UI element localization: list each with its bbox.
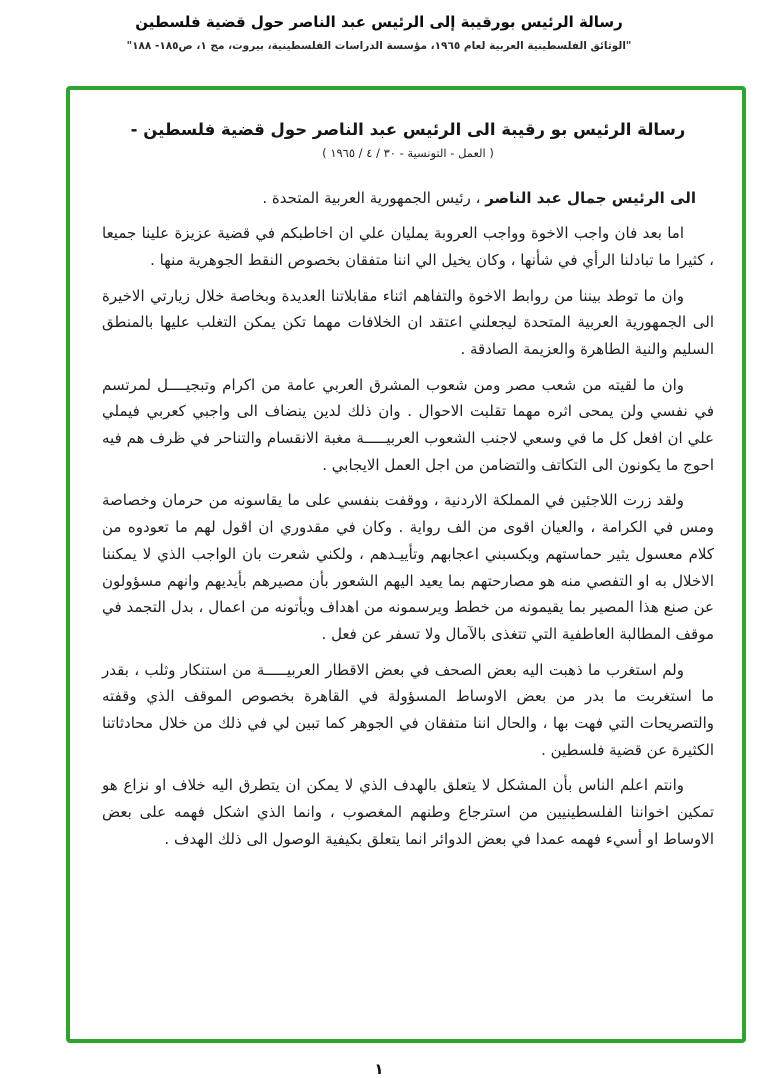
page-header <box>0 0 758 52</box>
letter-source-line: ( العمل - التونسية - ٣٠ / ٤ / ١٩٦٥ ) <box>322 146 494 160</box>
header-title: رسالة الرئيس بورقيبة إلى الرئيس عبد الناصر حول قضية فلسطين <box>135 13 623 31</box>
letter-paragraph-1: اما بعد فان واجب الاخوة وواجب العروبة يمليان علي ان اخاطبكم في قضية عزيزة علينا جميعا ، كثيرا ما تبادلنا الرأي في شأنها ، وكان يخيل الي اننا متفقان بخصوص النقط الجوهرية منها . <box>102 224 714 269</box>
letter-paragraph-4: ولقد زرت اللاجئين في المملكة الاردنية ، ووقفت بنفسي على ما يقاسونه من حرمان وخصاصة ومس في الكرامة ، والعيان اقوى من الف رواية . وكان في مقدوري ان اقول لهم ما تعودوه من كلام معسول يثير حماستهم ويكسبني اعجابهم وتأييـدهم ، ولكني شعرت بان الواجب الذي لا يمكننا الاخلال به او التفصي منه هو مصارحتهم بما يعيد اليهم الشعور بأن مصيرهم بأيديهم وانهم مسؤولون عن صنع هذا المصير بما يقيمونه من خطط ويرسمونه من اهداف ويأتونه من اعمال ، بدل التجمد في موقف المطالبة العاطفية التي تتغذى بالآمال ولا تسفر عن فعل . <box>102 491 714 643</box>
salutation-recipient: الى الرئيس جمال عبد الناصر <box>485 189 696 207</box>
page-number: ١ <box>374 1060 384 1078</box>
letter-salutation <box>102 185 714 211</box>
scanned-letter-frame <box>66 86 746 1043</box>
letter-paragraph-6: وانتم اعلم الناس بأن المشكل لا يتعلق بالهدف الذي لا يمكن ان يتطرق اليه خلاف او نزاع هو تمكين اخواننا الفلسطينيين من استرجاع وطنهم المغصوب ، وانما الذي اشكل فهمه على بعض الاوساط او أسيء فهمه عمدا في بعض الدوائر انما يتعلق بكيفية الوصول الى ذلك الهدف . <box>102 776 714 848</box>
letter-content <box>70 90 742 852</box>
letter-paragraph-2: وان ما توطد بيننا من روابط الاخوة والتفاهم اثناء مقابلاتنا العديدة وبخاصة خلال زيارتي الاخيرة الى الجمهورية العربية المتحدة ليجعلني اعتقد ان الخلافات مهما تكن يمكن التغلب عليها بالمنطق السليم والنية الطاهرة والعزيمة الصادقة . <box>102 286 714 358</box>
header-citation: "الوثائق الفلسطينية العربية لعام ١٩٦٥، مؤسسة الدراسات الفلسطينية، بيروت، مج ١، ص١٨٥- ١٨٨" <box>126 40 632 52</box>
letter-paragraph-3: وان ما لقيته من شعب مصر ومن شعوب المشرق العربي عامة من اكرام وتبجيــــل لمرتسم في نفسي ولن يمحى اثره مهما تقلبت الاحوال . وان ذلك لدين ينضاف الى واجبي كعربي فيملي علي ان افعل كل ما في وسعي لاجنب الشعوب العربيـــــة مغبة الانقسام والتناحر في ظرف هم فيه احوج ما يكونون الى التكاتف والتضامن من اجل العمل الايجابي . <box>102 375 714 474</box>
letter-paragraph-5: ولم استغرب ما ذهبت اليه بعض الصحف في بعض الاقطار العربيـــــة من استنكار وثلب ، بقدر ما استغربت ما بدر من بعض الاوساط المسؤولة في القاهرة بخصوص الموقف الذي وقفته والتصريحات التي فهت بها ، والحال اننا متفقان في الجوهر كما تبين لي في ذلك من خلال محادثاتنا الكثيرة عن قضية فلسطين . <box>102 660 714 759</box>
salutation-rest: ، رئيس الجمهورية العربية المتحدة . <box>262 189 486 207</box>
letter-title: رسالة الرئيس بو رقيبة الى الرئيس عبد الناصر حول قضية فلسطين - <box>130 120 686 139</box>
